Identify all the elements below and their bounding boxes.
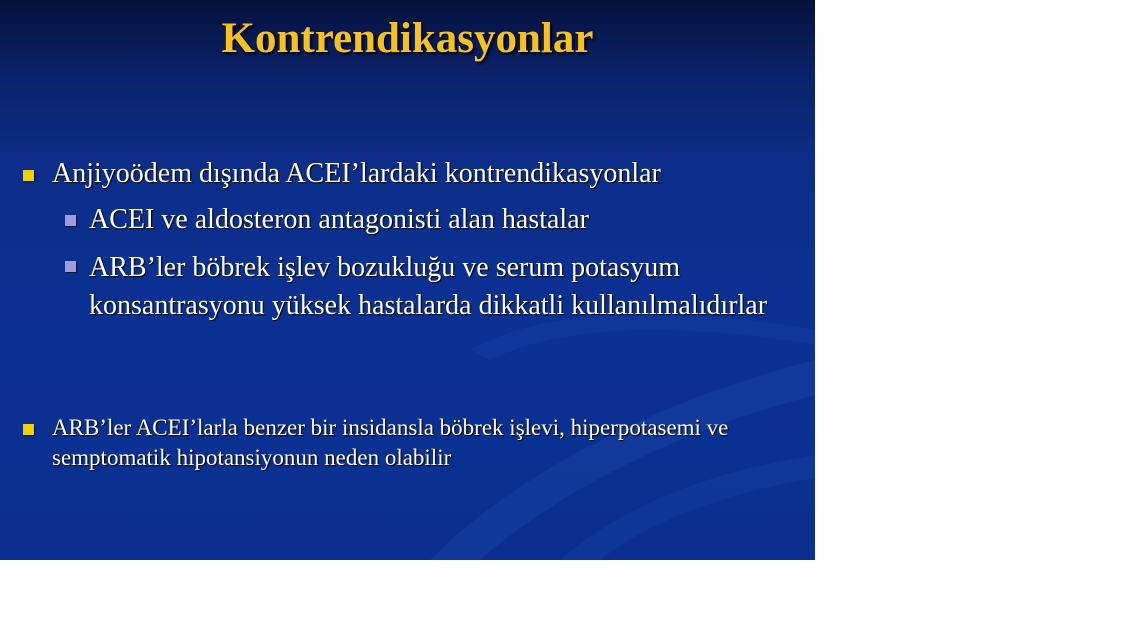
sub-bullet-square-icon <box>65 261 76 272</box>
bullet-square-icon <box>23 170 34 181</box>
sub-bullet-item: ARB’ler böbrek işlev bozukluğu ve serum potasyum konsantrasyonu yüksek hastalarda dikkatli kullanılmalıdırlar <box>89 252 768 321</box>
slide-title: Kontrendikasyonlar <box>221 15 594 62</box>
sub-bullet-square-icon <box>65 215 76 226</box>
bullet-item: ARB’ler ACEI’larla benzer bir insidansla böbrek işlevi, hiperpotasemi ve semptomatik hipotansiyonun neden olabilir <box>52 415 729 470</box>
bullet-item: Anjiyoödem dışında ACEI’lardaki kontrendikasyonlar <box>52 158 661 189</box>
sub-bullet-item: ACEI ve aldosteron antagonisti alan hastalar <box>89 204 589 235</box>
bullet-square-icon <box>23 424 34 435</box>
